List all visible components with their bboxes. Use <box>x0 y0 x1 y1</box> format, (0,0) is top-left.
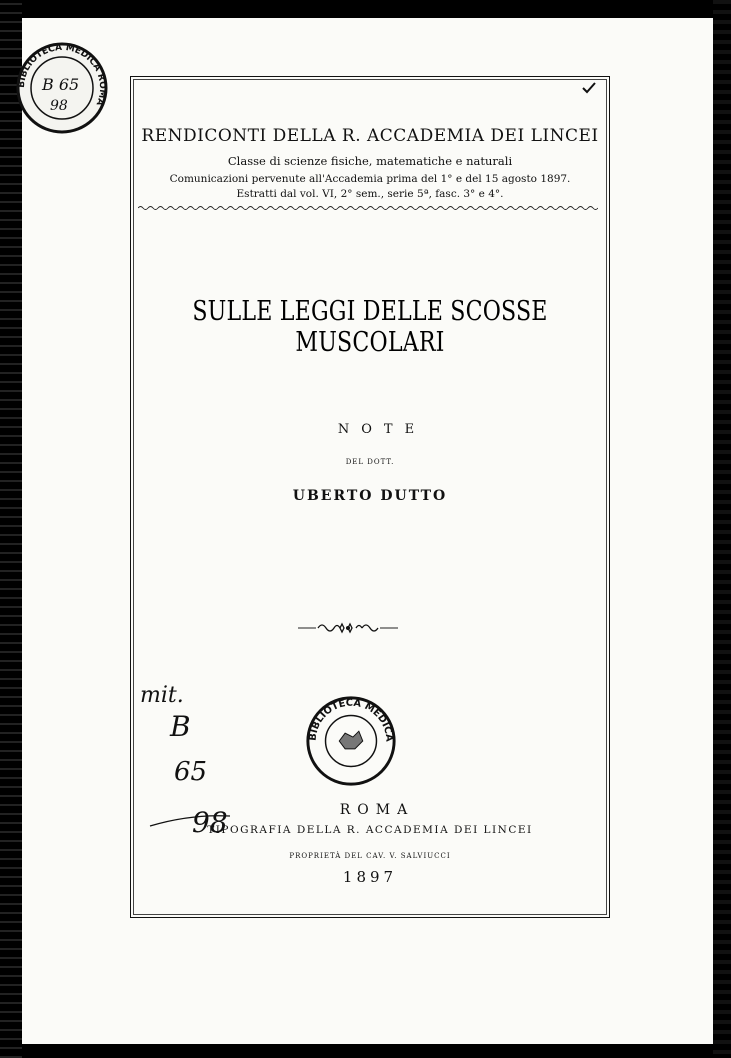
imprint-printer: TIPOGRAFIA DELLA R. ACCADEMIA DEI LINCEI <box>207 824 533 836</box>
handwriting-line-4: 98 <box>192 806 228 839</box>
handwriting-line-2: B <box>170 710 191 743</box>
handwriting-line-1: mit. <box>140 683 184 708</box>
note-label: NOTE <box>337 422 427 437</box>
scan-border-left <box>0 0 22 1058</box>
author-name: UBERTO DUTTO <box>292 488 448 504</box>
handwritten-shelfmark <box>130 676 270 846</box>
scan-border-bottom <box>0 1044 731 1058</box>
main-title: SULLE LEGGI DELLE SCOSSE MUSCOLARI <box>192 296 548 358</box>
stamp-handwriting-2: 98 <box>50 98 68 114</box>
imprint-property: PROPRIETÀ DEL CAV. V. SALVIUCCI <box>289 852 451 860</box>
wavy-rule <box>138 204 598 212</box>
journal-class: Classe di scienze fisiche, matematiche e naturali <box>227 154 513 168</box>
stamp-text: BIBLIOTECA MEDICA ROMA <box>16 42 108 107</box>
scan-border-right <box>713 0 731 1058</box>
ornament-divider <box>298 620 398 636</box>
imprint-year: 1897 <box>342 868 398 886</box>
library-stamp-icon <box>12 38 112 138</box>
journal-communication: Comunicazioni pervenute all'Accademia prima del 1° e del 15 agosto 1897. <box>169 173 571 185</box>
library-stamp-center-icon <box>302 692 400 790</box>
handwriting-line-3: 65 <box>174 757 208 787</box>
imprint-city: ROMA <box>339 802 415 818</box>
check-mark-icon <box>582 82 596 94</box>
scan-border-top <box>0 0 731 18</box>
center-stamp-text: BIBLIOTECA MEDICA <box>307 697 395 743</box>
stamp-handwriting-1: B 65 <box>42 75 80 94</box>
journal-extract: Estratti dal vol. VI, 2° sem., serie 5ª, fasc. 3° e 4°. <box>236 188 504 200</box>
del-label: DEL DOTT. <box>345 458 395 466</box>
journal-title: RENDICONTI DELLA R. ACCADEMIA DEI LINCEI <box>141 126 599 146</box>
